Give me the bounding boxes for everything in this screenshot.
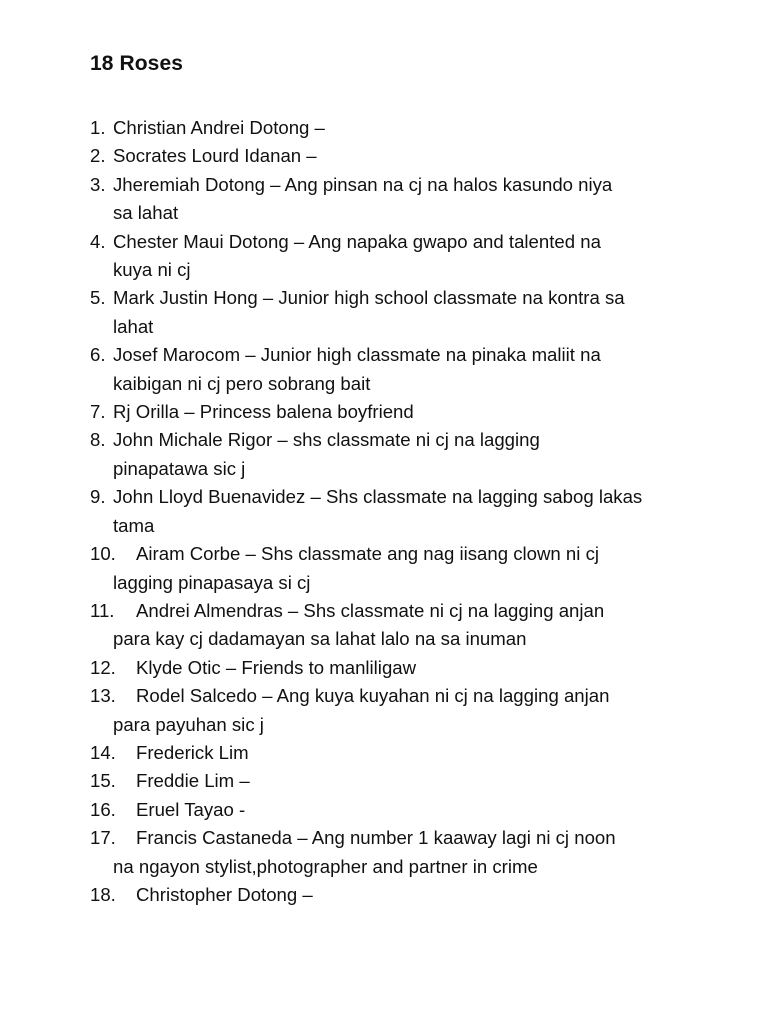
list-item-number: 3. bbox=[90, 173, 106, 195]
list-item-continuation: na ngayon stylist,photographer and partner in crime bbox=[113, 855, 538, 877]
list-item-number: 1. bbox=[90, 117, 106, 138]
list-item-number: 11. bbox=[90, 599, 115, 621]
list-item-text: Klyde Otic – Friends to manliligaw bbox=[136, 656, 417, 678]
list-item-text: Jheremiah Dotong – Ang pinsan na cj na halos kasundo niya bbox=[113, 173, 613, 195]
list-item-continuation: kaibigan ni cj pero sobrang bait bbox=[113, 372, 371, 394]
list-item-number: 9. bbox=[90, 486, 106, 508]
list-item bbox=[90, 171, 700, 228]
list-item-text: Airam Corbe – Shs classmate ang nag iisang clown ni cj bbox=[136, 543, 600, 565]
list-item-number: 6. bbox=[90, 344, 106, 366]
list-item-number: 18. bbox=[90, 883, 116, 905]
list-item-text: Chester Maui Dotong – Ang napaka gwapo and talented na bbox=[113, 230, 601, 252]
page-title: 18 Roses bbox=[90, 52, 184, 75]
list-item-text: Christian Andrei Dotong – bbox=[113, 117, 325, 138]
list-item-text: Mark Justin Hong – Junior high school classmate na kontra sa bbox=[113, 287, 625, 309]
list-item bbox=[90, 341, 700, 398]
list-item bbox=[90, 654, 700, 682]
list-item-continuation: kuya ni cj bbox=[113, 259, 191, 281]
list-item-text: Rj Orilla – Princess balena boyfriend bbox=[113, 401, 414, 423]
list-item-text: Frederick Lim bbox=[136, 741, 249, 763]
list-item bbox=[90, 682, 700, 739]
list-item-number: 5. bbox=[90, 287, 106, 309]
list-item-number: 15. bbox=[90, 770, 116, 792]
list-item bbox=[90, 540, 700, 597]
list-item-text: Socrates Lourd Idanan – bbox=[113, 145, 317, 167]
list-item-text: John Michale Rigor – shs classmate ni cj na lagging bbox=[113, 429, 540, 451]
list-item-continuation: pinapatawa sic j bbox=[113, 457, 246, 479]
list-item-continuation: lagging pinapasaya si cj bbox=[113, 571, 311, 593]
list-item-text: Francis Castaneda – Ang number 1 kaaway lagi ni cj noon bbox=[136, 827, 616, 849]
list-item-text: Josef Marocom – Junior high classmate na pinaka maliit na bbox=[113, 344, 601, 366]
list-item bbox=[90, 142, 700, 170]
roses-list bbox=[90, 114, 700, 909]
list-item bbox=[90, 796, 700, 824]
list-item-text: Christopher Dotong – bbox=[136, 883, 313, 905]
list-item-continuation: tama bbox=[113, 514, 155, 536]
list-item bbox=[90, 483, 700, 540]
list-item bbox=[90, 881, 700, 909]
list-item-number: 2. bbox=[90, 145, 106, 167]
list-item-number: 10. bbox=[90, 543, 116, 565]
list-item bbox=[90, 114, 700, 142]
list-item bbox=[90, 824, 700, 881]
list-item-text: John Lloyd Buenavidez – Shs classmate na lagging sabog lakas bbox=[113, 486, 643, 508]
list-item bbox=[90, 597, 700, 654]
list-item-number: 4. bbox=[90, 230, 106, 252]
list-item-number: 14. bbox=[90, 741, 116, 763]
list-item bbox=[90, 767, 700, 795]
list-item-number: 12. bbox=[90, 656, 116, 678]
list-item-number: 8. bbox=[90, 429, 106, 451]
list-item bbox=[90, 739, 700, 767]
list-item-continuation: para payuhan sic j bbox=[113, 713, 264, 735]
list-item bbox=[90, 284, 700, 341]
list-item-number: 7. bbox=[90, 401, 106, 423]
list-item-text: Rodel Salcedo – Ang kuya kuyahan ni cj na lagging anjan bbox=[136, 685, 610, 707]
list-item-text: Eruel Tayao - bbox=[136, 798, 246, 820]
list-item bbox=[90, 228, 700, 285]
list-item-number: 13. bbox=[90, 685, 116, 707]
list-item-number: 16. bbox=[90, 798, 116, 820]
list-item-number: 17. bbox=[90, 827, 116, 849]
list-item bbox=[90, 398, 700, 426]
list-item-continuation: sa lahat bbox=[113, 202, 179, 224]
list-item bbox=[90, 426, 700, 483]
list-item-continuation: para kay cj dadamayan sa lahat lalo na sa inuman bbox=[113, 628, 527, 650]
list-item-text: Andrei Almendras – Shs classmate ni cj na lagging anjan bbox=[136, 599, 605, 621]
list-item-text: Freddie Lim – bbox=[136, 770, 250, 792]
list-item-continuation: lahat bbox=[113, 315, 154, 337]
